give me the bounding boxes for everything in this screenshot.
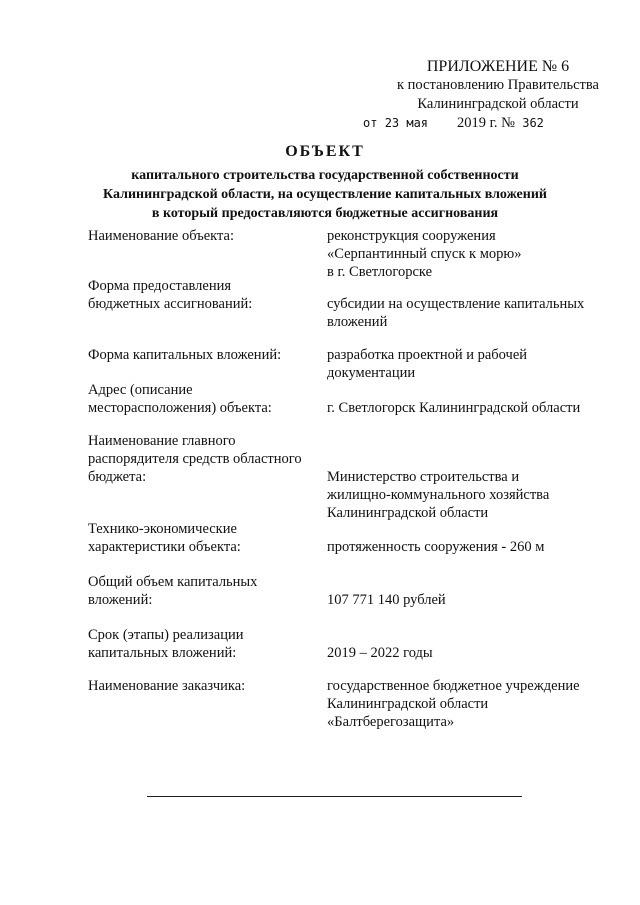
value-line: разработка проектной и рабочей bbox=[327, 347, 528, 363]
label-line: Форма предоставления bbox=[88, 278, 232, 294]
label-line: Наименование объекта: bbox=[88, 228, 234, 244]
row-label bbox=[88, 573, 308, 609]
value-line: вложений bbox=[327, 314, 388, 330]
label-line: Адрес (описание bbox=[88, 382, 193, 398]
row-label bbox=[88, 277, 308, 313]
date-prefix: от bbox=[363, 116, 378, 130]
label-line: Наименование главного bbox=[88, 433, 236, 449]
value-line: г. Светлогорск Калининградской области bbox=[327, 400, 581, 416]
row-label bbox=[88, 626, 308, 662]
heading-line-1: капитального строительства государственной собственности bbox=[131, 168, 519, 183]
value-line: Министерство строительства и bbox=[327, 469, 520, 485]
row-value bbox=[327, 399, 612, 417]
row-value bbox=[327, 538, 612, 556]
label-line: капитальных вложений: bbox=[88, 645, 237, 661]
document-title: ОБЪЕКТ bbox=[285, 143, 365, 160]
value-line: протяженность сооружения - 260 м bbox=[327, 539, 545, 555]
row-value bbox=[327, 591, 612, 609]
label-line: Срок (этапы) реализации bbox=[88, 627, 244, 643]
decree-number: 362 bbox=[522, 116, 544, 130]
label-line: месторасположения) объекта: bbox=[88, 400, 272, 416]
value-line: «Серпантинный спуск к морю» bbox=[327, 246, 522, 262]
date-year: 2019 г. № bbox=[456, 115, 515, 131]
date-day-month: 23 мая bbox=[384, 116, 429, 130]
appendix-date-line bbox=[363, 114, 613, 133]
value-line: Калининградской области bbox=[327, 505, 489, 521]
label-line: вложений: bbox=[88, 592, 153, 608]
row-label bbox=[88, 227, 308, 245]
label-line: Общий объем капитальных bbox=[88, 574, 258, 590]
value-line: Калининградской области bbox=[327, 696, 489, 712]
row-value bbox=[327, 346, 612, 382]
value-line: документации bbox=[327, 365, 416, 381]
value-line: государственное бюджетное учреждение bbox=[327, 678, 580, 694]
row-value bbox=[327, 677, 612, 731]
label-line: Технико-экономические bbox=[88, 521, 237, 537]
label-line: Форма капитальных вложений: bbox=[88, 347, 282, 363]
row-value bbox=[327, 227, 612, 281]
label-line: бюджетных ассигнований: bbox=[88, 296, 253, 312]
value-line: «Балтберегозащита» bbox=[327, 714, 455, 730]
appendix-header bbox=[363, 58, 613, 133]
row-label bbox=[88, 677, 308, 695]
row-label bbox=[88, 346, 308, 364]
value-line: субсидии на осуществление капитальных bbox=[327, 296, 585, 312]
row-label bbox=[88, 432, 308, 486]
value-line: жилищно-коммунального хозяйства bbox=[327, 487, 550, 503]
appendix-title: ПРИЛОЖЕНИЕ № 6 bbox=[426, 58, 570, 75]
value-line: в г. Светлогорске bbox=[327, 264, 433, 280]
row-value bbox=[327, 644, 612, 662]
appendix-line-1: к постановлению Правительства bbox=[397, 77, 599, 93]
label-line: бюджета: bbox=[88, 469, 147, 485]
value-line: 2019 – 2022 годы bbox=[327, 645, 433, 661]
heading-line-2: Калининградской области, на осуществление капитальных вложений bbox=[103, 187, 547, 202]
appendix-line-2: Калининградской области bbox=[417, 96, 579, 112]
row-label bbox=[88, 381, 308, 417]
row-value bbox=[327, 468, 612, 522]
heading-line-3: в который предоставляются бюджетные ассигнования bbox=[151, 206, 499, 221]
label-line: характеристики объекта: bbox=[88, 539, 241, 555]
value-line: 107 771 140 рублей bbox=[327, 592, 446, 608]
row-label bbox=[88, 520, 308, 556]
document-heading bbox=[60, 142, 590, 223]
value-line: реконструкция сооружения bbox=[327, 228, 496, 244]
closing-rule bbox=[147, 796, 522, 797]
label-line: Наименование заказчика: bbox=[88, 678, 246, 694]
label-line: распорядителя средств областного bbox=[88, 451, 302, 467]
row-value bbox=[327, 295, 612, 331]
